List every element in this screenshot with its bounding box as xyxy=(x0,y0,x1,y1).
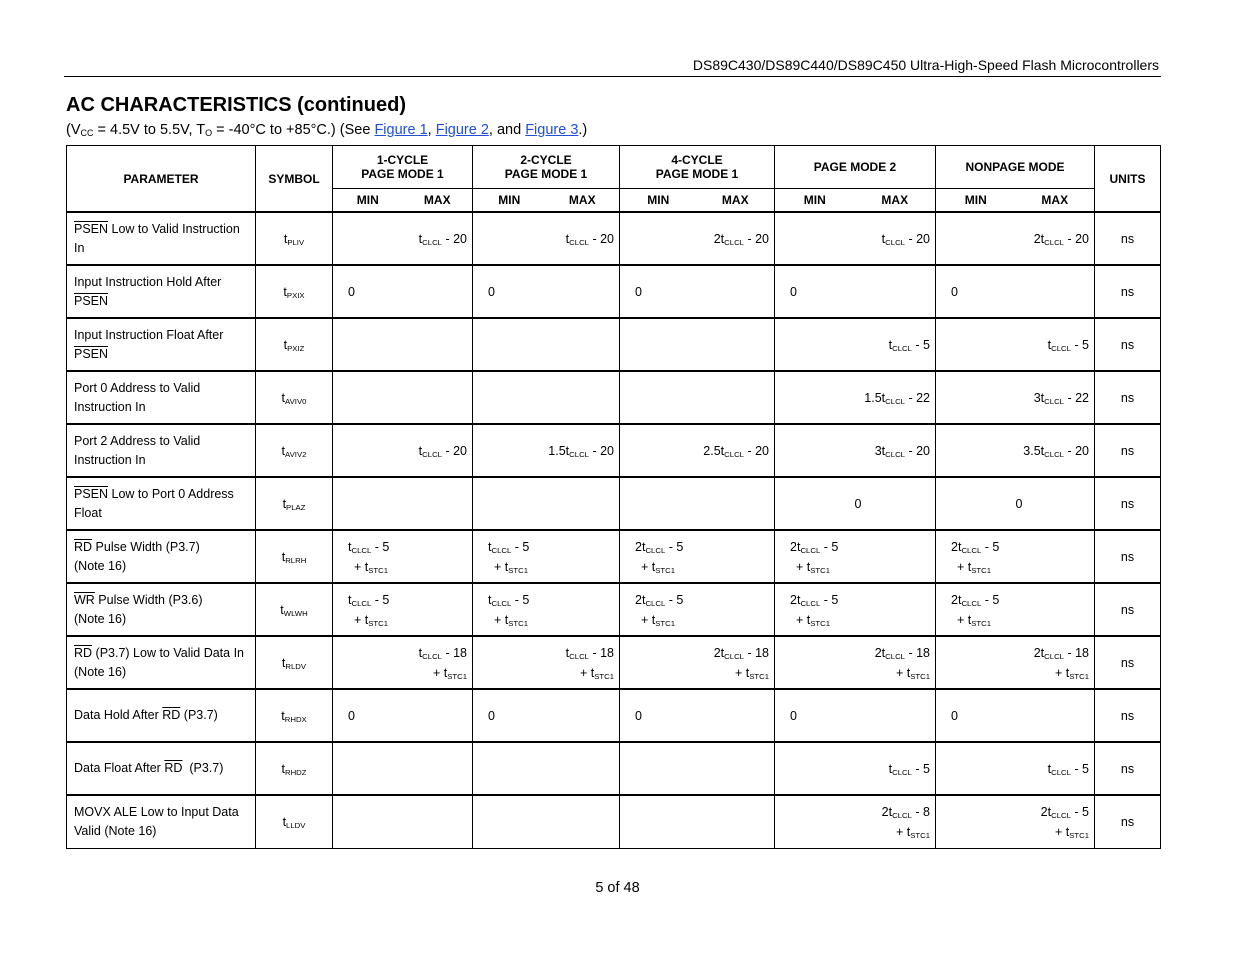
max-value-cell xyxy=(697,742,775,795)
symbol-cell: $t_{PXIZ}$ xyxy=(256,318,333,371)
units-cell: ns xyxy=(1095,689,1161,742)
min-value-cell xyxy=(473,371,546,424)
table-row xyxy=(67,636,1161,689)
max-value-cell: $t_{CLCL} - 5$ xyxy=(855,742,936,795)
max-value-cell: $t_{CLCL} - 18$ + $t_{STC1}$ xyxy=(546,636,620,689)
min-value-cell: $t_{CLCL} - 5$ + $t_{STC1}$ xyxy=(473,530,546,583)
max-value-cell xyxy=(403,583,473,636)
cond-sub: O xyxy=(205,128,213,139)
max-value-cell: $2t_{CLCL} - 18$ + $t_{STC1}$ xyxy=(1016,636,1095,689)
max-value-cell: $3t_{CLCL} - 20$ xyxy=(855,424,936,477)
max-value-cell xyxy=(546,318,620,371)
units-cell: ns xyxy=(1095,636,1161,689)
max-header: MAX xyxy=(1016,189,1095,213)
min-value-cell xyxy=(936,212,1016,265)
min-value-cell xyxy=(473,477,546,530)
min-header: MIN xyxy=(936,189,1016,213)
min-value-cell xyxy=(620,477,697,530)
max-value-cell xyxy=(546,530,620,583)
min-header: MIN xyxy=(333,189,403,213)
cond-sub: CC xyxy=(80,128,94,139)
min-value-cell: 0 xyxy=(473,689,546,742)
cond-text: , and xyxy=(488,122,526,138)
min-value-cell xyxy=(333,742,403,795)
page-number: 5 of 48 xyxy=(595,880,640,896)
max-value-cell xyxy=(855,265,936,318)
min-value-cell xyxy=(333,636,403,689)
max-value-cell: $t_{CLCL} - 20$ xyxy=(403,424,473,477)
max-value-cell: $3t_{CLCL} - 22$ xyxy=(1016,371,1095,424)
max-header: MAX xyxy=(403,189,473,213)
max-value-cell: $t_{CLCL} - 5$ xyxy=(1016,318,1095,371)
units-cell: ns xyxy=(1095,371,1161,424)
col-units: UNITS xyxy=(1095,146,1161,213)
figure-2-link[interactable]: Figure 2 xyxy=(435,122,489,138)
max-value-cell xyxy=(403,371,473,424)
table-row xyxy=(67,742,1161,795)
max-value-cell xyxy=(697,530,775,583)
max-value-cell xyxy=(697,583,775,636)
max-value-cell xyxy=(697,318,775,371)
max-value-cell xyxy=(697,371,775,424)
max-value-cell: $t_{CLCL} - 20$ xyxy=(403,212,473,265)
min-value-cell xyxy=(333,318,403,371)
min-value-cell xyxy=(620,424,697,477)
table-row xyxy=(67,583,1161,636)
parameter-cell: $\overline{RD}$ (P3.7) Low to Valid Data In (Note 16) xyxy=(67,636,256,689)
parameter-cell: Input Instruction Float After PSEN xyxy=(67,318,256,371)
min-value-cell xyxy=(333,795,403,848)
symbol-cell: $t_{LLDV}$ xyxy=(256,795,333,848)
max-value-cell: $3.5t_{CLCL} - 20$ xyxy=(1016,424,1095,477)
document-header: DS89C430/DS89C440/DS89C450 Ultra-High-Speed Flash Microcontrollers xyxy=(692,57,1159,73)
min-value-cell xyxy=(936,318,1016,371)
max-value-cell xyxy=(546,742,620,795)
min-value-cell: 0 xyxy=(333,689,403,742)
symbol-cell: $t_{PLIV}$ xyxy=(256,212,333,265)
min-header: MIN xyxy=(473,189,546,213)
max-value-cell xyxy=(546,689,620,742)
min-value-cell xyxy=(620,742,697,795)
max-value-cell: $1.5t_{CLCL} - 20$ xyxy=(546,424,620,477)
table-row xyxy=(67,477,1161,530)
max-value-cell xyxy=(546,371,620,424)
max-value-cell: $1.5t_{CLCL} - 22$ xyxy=(855,371,936,424)
min-value-cell xyxy=(333,424,403,477)
min-value-cell xyxy=(775,212,855,265)
min-value-cell xyxy=(620,371,697,424)
min-value-cell: 0 xyxy=(333,265,403,318)
max-value-cell: $2t_{CLCL} - 18$ + $t_{STC1}$ xyxy=(855,636,936,689)
min-header: MIN xyxy=(620,189,697,213)
min-value-cell xyxy=(333,212,403,265)
cond-text: , xyxy=(427,122,436,138)
ac-characteristics-table xyxy=(66,145,1161,849)
max-value-cell xyxy=(403,795,473,848)
units-cell: ns xyxy=(1095,583,1161,636)
max-value-cell: $t_{CLCL} - 5$ xyxy=(1016,742,1095,795)
parameter-cell: $\overline{WR}$ Pulse Width (P3.6) (Note 16) xyxy=(67,583,256,636)
max-value-cell xyxy=(546,583,620,636)
max-value-cell xyxy=(403,689,473,742)
symbol-cell: $t_{PXIX}$ xyxy=(256,265,333,318)
min-value-cell: 0 xyxy=(936,265,1016,318)
min-value-cell xyxy=(775,424,855,477)
max-value-cell: $t_{CLCL} - 20$ xyxy=(546,212,620,265)
max-value-cell xyxy=(855,583,936,636)
min-value-cell xyxy=(775,371,855,424)
cond-text: = 4.5V to 5.5V, T xyxy=(93,122,206,138)
table-body xyxy=(67,212,1161,848)
table-row xyxy=(67,689,1161,742)
max-value-cell xyxy=(403,742,473,795)
max-value-cell xyxy=(1016,265,1095,318)
max-value-cell: 0 xyxy=(1016,477,1095,530)
symbol-cell: $t_{WLWH}$ xyxy=(256,583,333,636)
max-value-cell: $2t_{CLCL} - 20$ xyxy=(697,212,775,265)
cond-text: = -40°C to +85°C.) (See xyxy=(212,122,375,138)
min-value-cell: $2t_{CLCL} - 5$ + $t_{STC1}$ xyxy=(936,583,1016,636)
symbol-cell: $t_{PLAZ}$ xyxy=(256,477,333,530)
max-value-cell xyxy=(1016,530,1095,583)
min-value-cell xyxy=(620,318,697,371)
table-row xyxy=(67,795,1161,848)
max-value-cell xyxy=(1016,583,1095,636)
parameter-cell: Port 2 Address to Valid Instruction In xyxy=(67,424,256,477)
min-value-cell xyxy=(333,371,403,424)
max-value-cell xyxy=(697,795,775,848)
table-row xyxy=(67,530,1161,583)
min-value-cell: 0 xyxy=(936,689,1016,742)
min-value-cell: $2t_{CLCL} - 5$ + $t_{STC1}$ xyxy=(775,530,855,583)
max-value-cell: 0 xyxy=(855,477,936,530)
min-value-cell xyxy=(473,742,546,795)
units-cell: ns xyxy=(1095,424,1161,477)
figure-3-link[interactable]: Figure 3 xyxy=(525,122,579,138)
max-value-cell: $2t_{CLCL} - 20$ xyxy=(1016,212,1095,265)
max-value-cell xyxy=(403,318,473,371)
min-value-cell xyxy=(473,795,546,848)
max-value-cell xyxy=(546,477,620,530)
max-value-cell xyxy=(403,477,473,530)
min-value-cell: 0 xyxy=(473,265,546,318)
test-conditions xyxy=(66,122,587,138)
min-value-cell xyxy=(936,371,1016,424)
max-value-cell xyxy=(697,477,775,530)
col-1cycle: 1-CYCLE PAGE MODE 1 xyxy=(333,146,473,189)
symbol-cell: $t_{AVIV2}$ xyxy=(256,424,333,477)
max-value-cell: $t_{CLCL} - 20$ xyxy=(855,212,936,265)
max-value-cell xyxy=(546,795,620,848)
min-value-cell: 0 xyxy=(620,265,697,318)
parameter-cell: Input Instruction Hold After PSEN xyxy=(67,265,256,318)
units-cell: ns xyxy=(1095,530,1161,583)
min-header: MIN xyxy=(775,189,855,213)
min-value-cell xyxy=(473,318,546,371)
min-value-cell: $2t_{CLCL} - 5$ + $t_{STC1}$ xyxy=(620,583,697,636)
parameter-cell: $\overline{RD}$ Pulse Width (P3.7) (Note 16) xyxy=(67,530,256,583)
header-rule xyxy=(64,76,1161,77)
min-value-cell xyxy=(936,795,1016,848)
symbol-cell: $t_{RLDV}$ xyxy=(256,636,333,689)
min-value-cell xyxy=(620,795,697,848)
table-row xyxy=(67,212,1161,265)
figure-1-link[interactable]: Figure 1 xyxy=(374,122,428,138)
parameter-cell: PSEN Low to Port 0 Address Float xyxy=(67,477,256,530)
min-value-cell xyxy=(473,636,546,689)
parameter-cell: Data Float After $\overline{RD}$ (P3.7) xyxy=(67,742,256,795)
max-header: MAX xyxy=(546,189,620,213)
max-value-cell: $2t_{CLCL} - 8$ + $t_{STC1}$ xyxy=(855,795,936,848)
symbol-cell: $t_{AVIV0}$ xyxy=(256,371,333,424)
parameter-cell: Data Hold After $\overline{RD}$ (P3.7) xyxy=(67,689,256,742)
section-title: AC CHARACTERISTICS (continued) xyxy=(66,94,406,116)
min-value-cell xyxy=(936,742,1016,795)
max-value-cell xyxy=(1016,689,1095,742)
table-row xyxy=(67,265,1161,318)
min-value-cell xyxy=(936,424,1016,477)
max-value-cell xyxy=(855,689,936,742)
min-value-cell xyxy=(473,424,546,477)
max-value-cell xyxy=(697,265,775,318)
min-value-cell xyxy=(775,795,855,848)
max-value-cell xyxy=(403,530,473,583)
max-value-cell: $t_{CLCL} - 18$ + $t_{STC1}$ xyxy=(403,636,473,689)
min-value-cell xyxy=(620,212,697,265)
table-row xyxy=(67,318,1161,371)
symbol-cell: $t_{RLRH}$ xyxy=(256,530,333,583)
units-cell: ns xyxy=(1095,742,1161,795)
min-value-cell: $2t_{CLCL} - 5$ + $t_{STC1}$ xyxy=(775,583,855,636)
max-value-cell xyxy=(403,265,473,318)
max-value-cell xyxy=(855,530,936,583)
units-cell: ns xyxy=(1095,795,1161,848)
min-value-cell: 0 xyxy=(775,265,855,318)
parameter-cell: Port 0 Address to Valid Instruction In xyxy=(67,371,256,424)
min-value-cell: 0 xyxy=(620,689,697,742)
parameter-cell: MOVX ALE Low to Input Data Valid (Note 16) xyxy=(67,795,256,848)
min-value-cell: $2t_{CLCL} - 5$ + $t_{STC1}$ xyxy=(620,530,697,583)
units-cell: ns xyxy=(1095,318,1161,371)
min-value-cell: $2t_{CLCL} - 5$ + $t_{STC1}$ xyxy=(936,530,1016,583)
max-value-cell: $2t_{CLCL} - 18$ + $t_{STC1}$ xyxy=(697,636,775,689)
min-value-cell xyxy=(775,636,855,689)
col-2cycle: 2-CYCLE PAGE MODE 1 xyxy=(473,146,620,189)
min-value-cell xyxy=(473,212,546,265)
min-value-cell xyxy=(620,636,697,689)
max-value-cell xyxy=(546,265,620,318)
min-value-cell: $t_{CLCL} - 5$ + $t_{STC1}$ xyxy=(333,583,403,636)
max-value-cell: $2t_{CLCL} - 5$ + $t_{STC1}$ xyxy=(1016,795,1095,848)
max-header: MAX xyxy=(697,189,775,213)
cond-text: (V xyxy=(66,122,81,138)
min-value-cell: $t_{CLCL} - 5$ + $t_{STC1}$ xyxy=(333,530,403,583)
table-row xyxy=(67,371,1161,424)
col-parameter: PARAMETER xyxy=(67,146,256,213)
max-value-cell: $2.5t_{CLCL} - 20$ xyxy=(697,424,775,477)
min-value-cell: $t_{CLCL} - 5$ + $t_{STC1}$ xyxy=(473,583,546,636)
min-value-cell: 0 xyxy=(775,689,855,742)
min-value-cell xyxy=(936,636,1016,689)
min-value-cell xyxy=(775,318,855,371)
min-value-cell xyxy=(775,742,855,795)
symbol-cell: $t_{RHDZ}$ xyxy=(256,742,333,795)
col-symbol: SYMBOL xyxy=(256,146,333,213)
max-value-cell: $t_{CLCL} - 5$ xyxy=(855,318,936,371)
cond-text: .) xyxy=(578,122,588,138)
max-header: MAX xyxy=(855,189,936,213)
units-cell: ns xyxy=(1095,265,1161,318)
max-value-cell xyxy=(697,689,775,742)
col-page-mode-2: PAGE MODE 2 xyxy=(775,146,936,189)
col-4cycle: 4-CYCLE PAGE MODE 1 xyxy=(620,146,775,189)
units-cell: ns xyxy=(1095,477,1161,530)
min-value-cell xyxy=(775,477,855,530)
symbol-cell: $t_{RHDX}$ xyxy=(256,689,333,742)
units-cell: ns xyxy=(1095,212,1161,265)
parameter-cell: PSEN Low to Valid Instruction In xyxy=(67,212,256,265)
col-nonpage-mode: NONPAGE MODE xyxy=(936,146,1095,189)
table-row xyxy=(67,424,1161,477)
min-value-cell xyxy=(333,477,403,530)
